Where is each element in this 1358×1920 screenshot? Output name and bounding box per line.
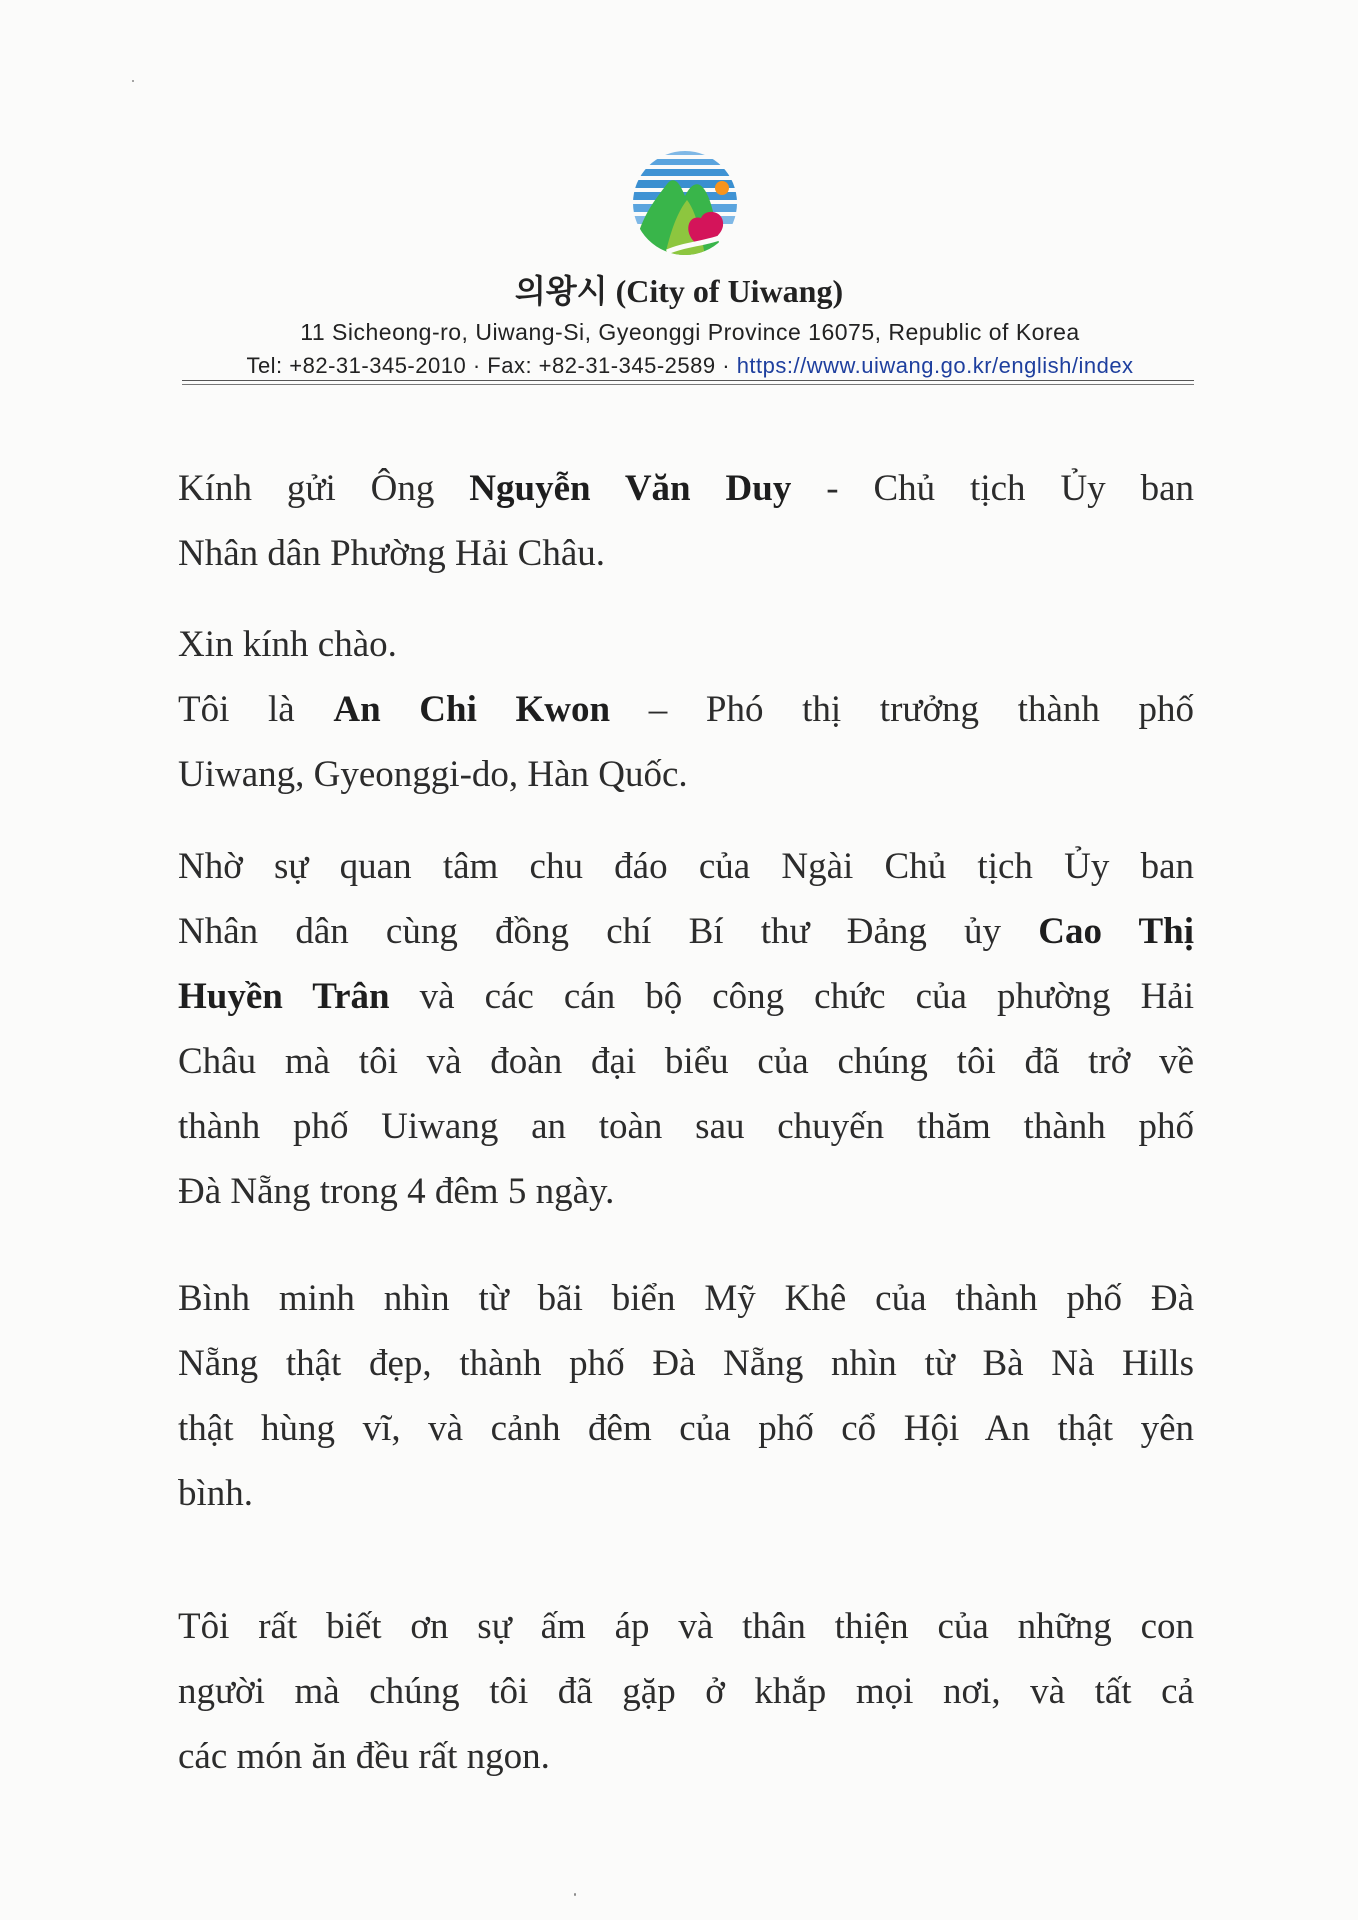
party-secretary-name-cont: Huyền Trân [178, 976, 390, 1017]
telephone: Tel: +82-31-345-2010 [246, 353, 467, 378]
paragraph-line: bình. [178, 1473, 254, 1514]
sender-name: An Chi Kwon [333, 689, 611, 730]
scan-speck [574, 1893, 576, 1896]
separator: · [722, 353, 731, 378]
city-of-uiwang-logo [625, 148, 745, 258]
paragraph-line: các món ăn đều rất ngon. [178, 1736, 550, 1777]
paragraph-line: Tôi rất biết ơn sự ấm áp và thân thiện của những con [178, 1606, 1194, 1647]
paragraph-line: Đà Nẵng trong 4 đêm 5 ngày. [178, 1171, 615, 1212]
paragraph-line: Bình minh nhìn từ bãi biển Mỹ Khê của thành phố Đà [178, 1278, 1194, 1319]
paragraph-line: thành phố Uiwang an toàn sau chuyến thăm thành phố [178, 1106, 1194, 1147]
salutation-line: Kính gửi Ông Nguyễn Văn Duy - Chủ tịch Ủy ban [178, 468, 1194, 509]
intro-line: Tôi là An Chi Kwon – Phó thị trưởng thành phố [178, 689, 1195, 730]
organization-address: 11 Sicheong-ro, Uiwang-Si, Gyeonggi Province 16075, Republic of Korea [300, 319, 1080, 345]
greeting-paragraph [178, 612, 1194, 807]
paragraph-line: Châu mà tôi và đoàn đại biểu của chúng tôi đã trở về [178, 1041, 1194, 1082]
gratitude-paragraph [178, 834, 1194, 1224]
paragraph-line: người mà chúng tôi đã gặp ở khắp mọi nơi, và tất cả [178, 1671, 1194, 1712]
paragraph-line: thật hùng vĩ, và cảnh đêm của phố cổ Hội An thật yên [178, 1408, 1194, 1449]
contact-line [185, 353, 1195, 379]
paragraph-line: Huyền Trân và các cán bộ công chức của phường Hải [178, 976, 1194, 1017]
scenery-paragraph [178, 1266, 1194, 1526]
salutation-paragraph [178, 456, 1194, 586]
party-secretary-name: Cao Thị [1038, 911, 1195, 952]
separator: · [472, 353, 481, 378]
recipient-name: Nguyễn Văn Duy [469, 468, 792, 509]
greeting: Xin kính chào. [178, 624, 397, 665]
paragraph-line: Nhân dân cùng đồng chí Bí thư Đảng ủy Cao Thị [178, 911, 1195, 952]
website-link[interactable]: https://www.uiwang.go.kr/english/index [736, 353, 1134, 378]
thanks-paragraph [178, 1594, 1194, 1789]
paragraph-line: Nhờ sự quan tâm chu đáo của Ngài Chủ tịch Ủy ban [178, 846, 1194, 887]
header-divider [182, 380, 1194, 381]
intro-line: Uiwang, Gyeonggi-do, Hàn Quốc. [178, 754, 688, 795]
header-divider-secondary [182, 384, 1194, 385]
paragraph-line: Nẵng thật đẹp, thành phố Đà Nẵng nhìn từ Bà Nà Hills [178, 1343, 1194, 1384]
fax: Fax: +82-31-345-2589 [487, 353, 716, 378]
scan-speck [132, 80, 134, 82]
organization-name: 의왕시 (City of Uiwang) [514, 273, 844, 309]
salutation-line: Nhân dân Phường Hải Châu. [178, 533, 606, 574]
